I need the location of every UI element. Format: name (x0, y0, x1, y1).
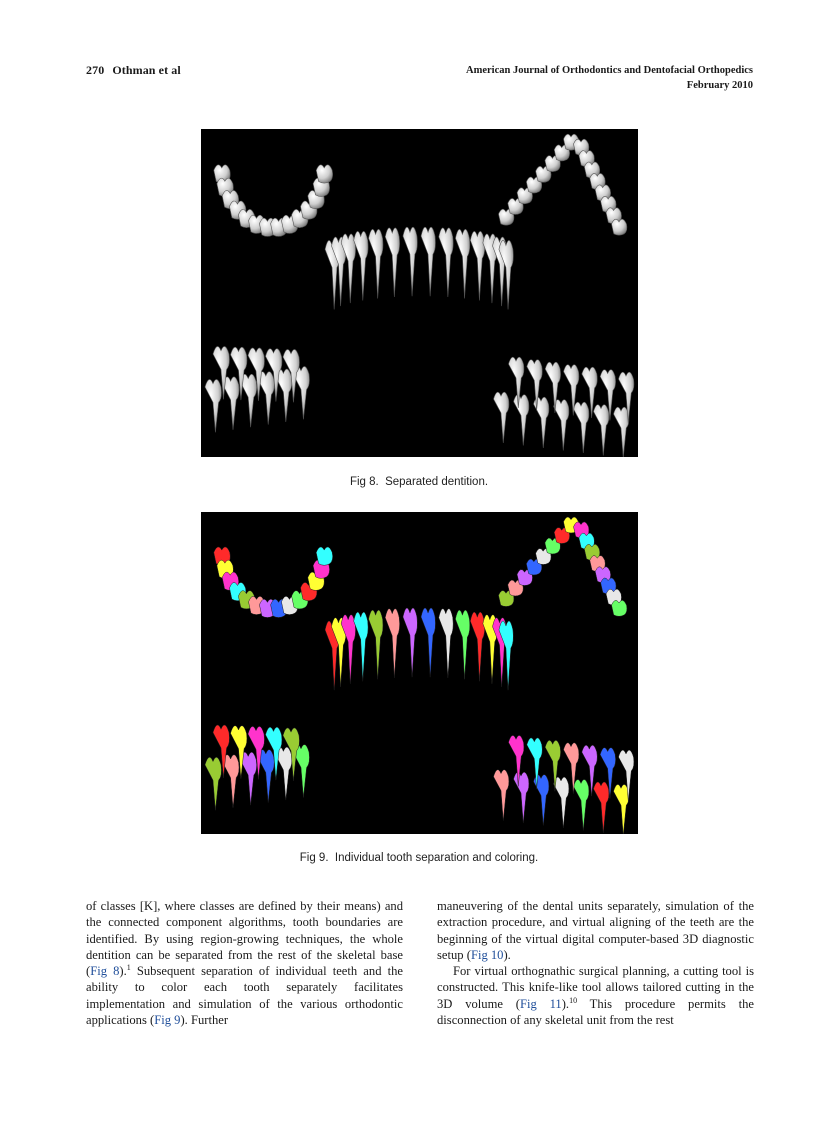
tooth-shape (514, 772, 529, 823)
tooth-shape (205, 757, 221, 810)
figure-9-caption (0, 852, 838, 864)
tooth-shape (403, 608, 417, 677)
tooth-shape (385, 609, 399, 678)
running-header-right (466, 63, 753, 93)
figure-8-reference-link[interactable]: Fig 8 (90, 964, 120, 979)
body-column-left (86, 898, 403, 1028)
tooth-shape (354, 612, 368, 681)
tooth-shape (369, 610, 383, 679)
figure-11-reference-link[interactable]: Fig 11 (519, 996, 562, 1011)
tooth-shape (403, 227, 417, 296)
issue-date: February 2010 (686, 80, 753, 91)
tooth-shape (494, 770, 509, 821)
author-names: Othman et al (112, 63, 181, 77)
separated-dentition-render (201, 129, 638, 457)
tooth-shape (554, 400, 569, 451)
figure-9-reference-link[interactable]: Fig 9 (154, 1013, 181, 1028)
tooth-shape (494, 392, 509, 443)
tooth-shape (455, 610, 469, 679)
tooth-shape (574, 402, 589, 453)
paragraph: of classes [K], where classes are defined by their means) and the connected component algorithms, tooth boundaries are identified. By using region-growing techniques, the whole dentition can be separated from the rest of the skeletal base (Fig 8).$^1$ Subsequent separation of individual teeth and the ability to color each tooth separately facilitates implementation and simulation of the various orthodontic applications (Fig 9). Further (86, 899, 403, 1028)
citation-1[interactable]: 1 (126, 963, 131, 972)
paragraph: For virtual orthognathic surgical planning, a cutting tool is constructed. This knife-like tool allows tailored cutting in the 3D volume (Fig 11).$^{10}$ This procedure permits the disconnection of any skeletal unit from the rest (437, 964, 754, 1028)
tooth-shape (369, 229, 383, 298)
tooth-shape (439, 228, 453, 297)
running-header-left (86, 63, 181, 78)
tooth-shape (385, 228, 399, 297)
figure-8-label: Fig 8. (349, 476, 379, 488)
tooth-shape (316, 165, 332, 183)
tooth-shape (594, 405, 609, 456)
citation-10[interactable]: 10 (569, 995, 578, 1005)
colored-teeth-render (201, 512, 638, 834)
tooth-shape (470, 231, 484, 300)
paragraph: maneuvering of the dental units separately, simulation of the extraction procedure, and virtual aligning of the teeth are the beginning of the virtual digital computer-based 3D diagnostic setup (Fig 10). (437, 899, 754, 962)
figure-8-caption (0, 476, 838, 488)
tooth-shape (514, 395, 529, 446)
tooth-shape (574, 780, 589, 831)
figure-8-caption-text: Separated dentition. (385, 476, 489, 488)
page-number: 270 (86, 63, 105, 77)
tooth-shape (354, 231, 368, 300)
tooth-shape (421, 227, 435, 296)
tooth-shape (455, 229, 469, 298)
tooth-shape (612, 219, 627, 235)
tooth-shape (614, 784, 629, 834)
tooth-shape (470, 612, 484, 681)
tooth-shape (594, 782, 609, 833)
figure-8-image (201, 129, 638, 457)
figure-9-label: Fig 9. (299, 852, 329, 864)
figure-9-image (201, 512, 638, 834)
tooth-shape (439, 609, 453, 678)
tooth-shape (421, 608, 435, 677)
tooth-shape (534, 397, 549, 448)
figure-10-reference-link[interactable]: Fig 10 (470, 947, 504, 962)
figure-9-caption-text: Individual tooth separation and coloring. (334, 852, 539, 864)
tooth-shape (534, 775, 549, 826)
tooth-shape (205, 379, 221, 432)
journal-title: American Journal of Orthodontics and Dentofacial Orthopedics (466, 65, 753, 76)
body-column-right (437, 898, 754, 1028)
tooth-shape (612, 600, 627, 616)
tooth-shape (614, 407, 629, 457)
tooth-shape (316, 547, 332, 565)
